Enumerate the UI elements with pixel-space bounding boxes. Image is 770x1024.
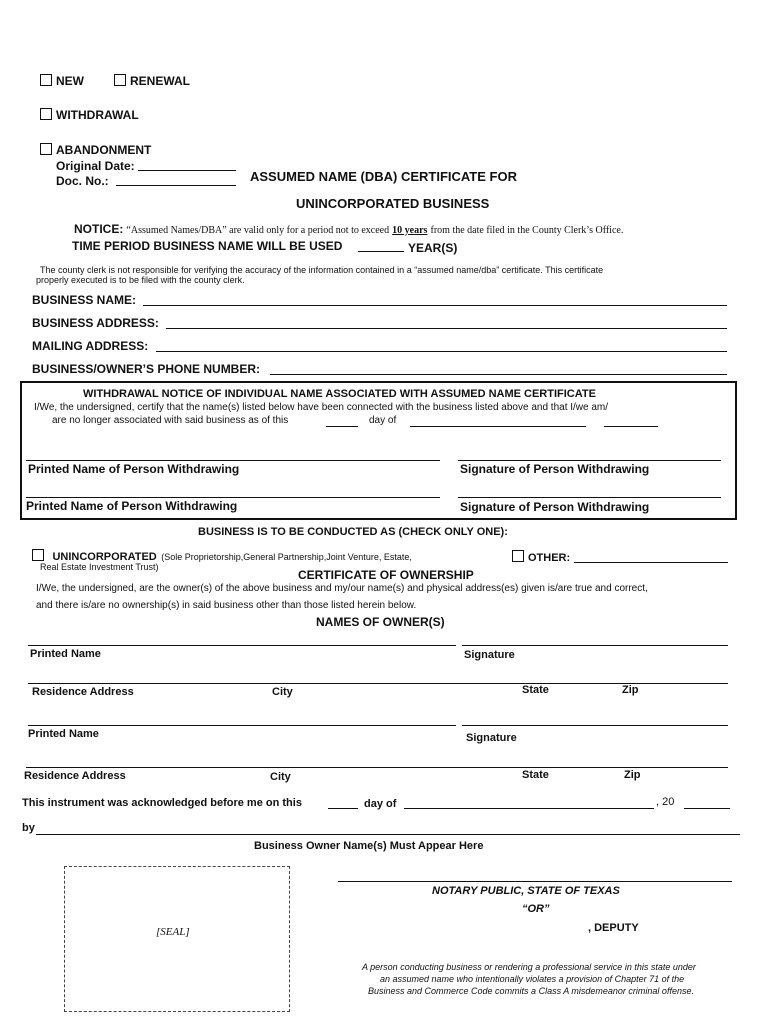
time-period-label: TIME PERIOD BUSINESS NAME WILL BE USED bbox=[72, 239, 343, 253]
owner1-signature-label: Signature bbox=[464, 649, 515, 661]
checkbox-renewal[interactable] bbox=[114, 74, 190, 88]
original-date-label: Original Date: bbox=[56, 159, 135, 173]
acknowledgement-text: This instrument was acknowledged before me on this bbox=[22, 797, 302, 809]
printed-name-withdrawing-1: Printed Name of Person Withdrawing bbox=[28, 462, 240, 476]
time-period-field[interactable] bbox=[358, 251, 404, 252]
owner-names-note: Business Owner Name(s) Must Appear Here bbox=[254, 840, 484, 852]
withdrawal-printed-line-2[interactable] bbox=[26, 497, 440, 498]
unincorporated-checkbox[interactable] bbox=[32, 549, 44, 561]
owner1-printed-label: Printed Name bbox=[30, 648, 101, 660]
abandonment-label: ABANDONMENT bbox=[56, 143, 152, 157]
disclaimer-line2: properly executed is to be filed with the county clerk. bbox=[36, 275, 245, 285]
business-name-field[interactable] bbox=[143, 305, 727, 306]
ownership-text-line1: I/We, the undersigned, are the owner(s) of the above business and my/our name(s) and physical address(es) given is/are true and correct, bbox=[36, 583, 648, 594]
owner2-signature-label: Signature bbox=[466, 732, 517, 744]
owner2-signature-line[interactable] bbox=[462, 725, 728, 726]
ack-year-field[interactable] bbox=[684, 808, 730, 809]
renewal-checkbox[interactable] bbox=[114, 74, 126, 86]
business-name-label: BUSINESS NAME: bbox=[32, 293, 137, 307]
owner2-printed-label: Printed Name bbox=[28, 728, 99, 740]
withdrawal-signature-line-2[interactable] bbox=[458, 497, 721, 498]
years-label: YEAR(S) bbox=[408, 241, 458, 255]
notary-signature-line[interactable] bbox=[338, 881, 732, 882]
withdrawal-heading: WITHDRAWAL NOTICE OF INDIVIDUAL NAME ASSOCIATED WITH ASSUMED NAME CERTIFICATE bbox=[83, 388, 596, 400]
doc-no-label: Doc. No.: bbox=[56, 174, 109, 188]
other-field[interactable] bbox=[574, 562, 728, 563]
unincorporated-detail-2: Real Estate Investment Trust) bbox=[40, 562, 159, 572]
owner1-signature-line[interactable] bbox=[462, 645, 728, 646]
mailing-address-field[interactable] bbox=[156, 351, 727, 352]
withdrawal-label: WITHDRAWAL bbox=[56, 108, 139, 122]
withdrawal-checkbox[interactable] bbox=[40, 108, 52, 120]
notary-or: “OR” bbox=[522, 903, 550, 915]
new-label: NEW bbox=[56, 74, 84, 88]
mailing-address-label: MAILING ADDRESS: bbox=[32, 339, 149, 353]
form-title-line1: ASSUMED NAME (DBA) CERTIFICATE FOR bbox=[250, 169, 517, 184]
owner2-residence-label: Residence Address bbox=[24, 770, 126, 782]
withdrawal-day-field[interactable] bbox=[326, 426, 358, 427]
ack-by-field[interactable] bbox=[36, 834, 740, 835]
ack-day-of: day of bbox=[364, 798, 397, 810]
owner1-city-label: City bbox=[272, 686, 293, 698]
owner1-state-label: State bbox=[522, 684, 549, 696]
unincorporated-label: UNINCORPORATED bbox=[52, 551, 157, 563]
phone-label: BUSINESS/OWNER’S PHONE NUMBER: bbox=[32, 362, 261, 376]
renewal-label: RENEWAL bbox=[130, 74, 190, 88]
owner2-address-line[interactable] bbox=[26, 767, 728, 768]
checkbox-new[interactable] bbox=[40, 74, 84, 88]
notice bbox=[74, 222, 623, 236]
checkbox-abandonment[interactable] bbox=[40, 143, 151, 157]
owner2-city-label: City bbox=[270, 771, 291, 783]
abandonment-checkbox[interactable] bbox=[40, 143, 52, 155]
withdrawal-day-of: day of bbox=[369, 415, 397, 426]
withdrawal-month-field[interactable] bbox=[410, 426, 586, 427]
owner2-zip-label: Zip bbox=[624, 769, 641, 781]
unincorporated-detail: (Sole Proprietorship,General Partnership,Joint Venture, Estate, bbox=[161, 552, 412, 562]
warning-line1: A person conducting business or rendering a professional service in this state under bbox=[362, 962, 696, 972]
ownership-text-line2: and there is/are no ownership(s) in said business other than those listed herein below. bbox=[36, 600, 417, 611]
warning-line2: an assumed name who intentionally violates a provision of Chapter 71 of the bbox=[380, 974, 685, 984]
disclaimer-line1: The county clerk is not responsible for verifying the accuracy of the information contained in a “assumed name/dba” certificate. This certificate bbox=[40, 265, 604, 275]
owner1-printed-line[interactable] bbox=[28, 645, 456, 646]
owner1-residence-label: Residence Address bbox=[32, 686, 134, 698]
names-of-owners-heading: NAMES OF OWNER(S) bbox=[316, 615, 445, 629]
notice-text-b: from the date filed in the County Clerk’s Office. bbox=[430, 225, 624, 236]
withdrawal-signature-line-1[interactable] bbox=[458, 460, 721, 461]
ack-year-prefix: , 20 bbox=[656, 796, 675, 808]
withdrawal-text-line2: are no longer associated with said business as of this bbox=[52, 415, 289, 426]
signature-withdrawing-1: Signature of Person Withdrawing bbox=[460, 462, 650, 476]
deputy-label: , DEPUTY bbox=[588, 922, 639, 934]
conducted-heading: BUSINESS IS TO BE CONDUCTED AS (CHECK ONLY ONE): bbox=[198, 526, 508, 538]
notice-text-a: “Assumed Names/DBA” are valid only for a period not to exceed bbox=[126, 225, 390, 236]
form-title-line2: UNINCORPORATED BUSINESS bbox=[296, 196, 490, 211]
ack-month-field[interactable] bbox=[404, 808, 654, 809]
business-address-field[interactable] bbox=[166, 328, 727, 329]
option-other[interactable] bbox=[512, 550, 570, 564]
seal-box bbox=[64, 866, 290, 1012]
notary-title: NOTARY PUBLIC, STATE OF TEXAS bbox=[432, 885, 620, 897]
withdrawal-printed-line-1[interactable] bbox=[26, 460, 440, 461]
new-checkbox[interactable] bbox=[40, 74, 52, 86]
notice-years: 10 years bbox=[392, 225, 428, 236]
ack-day-field[interactable] bbox=[328, 808, 358, 809]
checkbox-withdrawal[interactable] bbox=[40, 108, 139, 122]
other-label: OTHER: bbox=[528, 552, 571, 564]
seal-label: [SEAL] bbox=[156, 926, 190, 938]
ownership-heading: CERTIFICATE OF OWNERSHIP bbox=[298, 568, 474, 582]
doc-no-field[interactable] bbox=[116, 185, 236, 186]
withdrawal-year-field[interactable] bbox=[604, 426, 658, 427]
owner1-zip-label: Zip bbox=[622, 684, 639, 696]
notice-label: NOTICE: bbox=[74, 222, 124, 236]
signature-withdrawing-2: Signature of Person Withdrawing bbox=[460, 500, 650, 514]
original-date-field[interactable] bbox=[138, 170, 236, 171]
withdrawal-text-line1: I/We, the undersigned, certify that the name(s) listed below have been connected with the business listed above and that I/we am/ bbox=[34, 402, 609, 413]
printed-name-withdrawing-2: Printed Name of Person Withdrawing bbox=[26, 499, 238, 513]
warning-line3: Business and Commerce Code commits a Class A misdemeanor criminal offense. bbox=[368, 986, 694, 996]
owner2-state-label: State bbox=[522, 769, 549, 781]
ack-by-label: by bbox=[22, 822, 35, 834]
business-address-label: BUSINESS ADDRESS: bbox=[32, 316, 159, 330]
other-checkbox[interactable] bbox=[512, 550, 524, 562]
phone-field[interactable] bbox=[270, 374, 727, 375]
owner2-printed-line[interactable] bbox=[28, 725, 456, 726]
